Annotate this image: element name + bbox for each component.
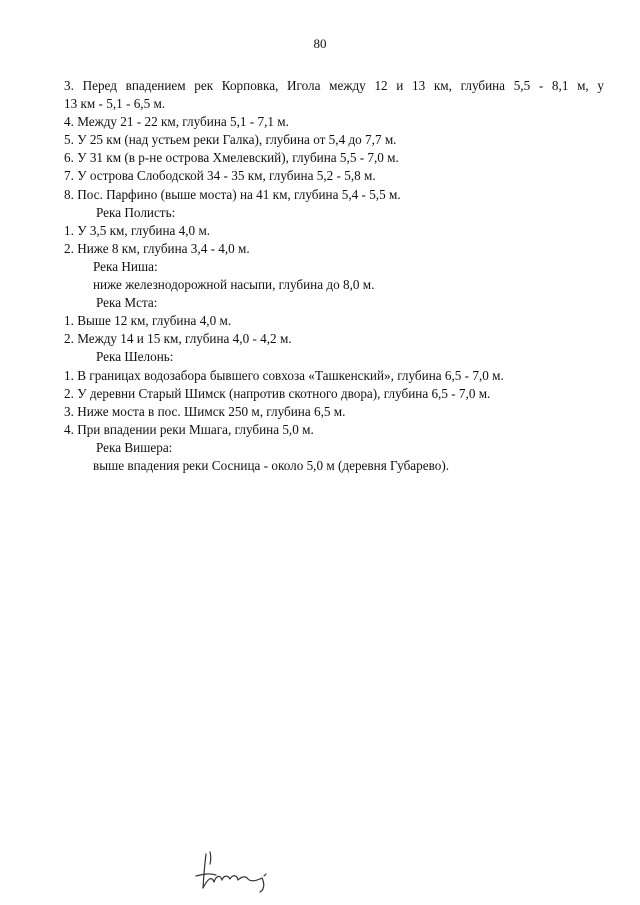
list-item: 6. У 31 км (в р-не острова Хмелевский), глубина 5,5 - 7,0 м. [64,150,399,166]
section-heading: Река Ниша: [93,258,158,274]
list-item: 1. Выше 12 км, глубина 4,0 м. [64,313,232,329]
section-heading: Река Мста: [96,295,158,311]
list-item: 2. Между 14 и 15 км, глубина 4,0 - 4,2 м. [64,331,292,347]
list-item: выше впадения реки Сосница - около 5,0 м (деревня Губарево). [93,457,450,473]
list-item: 4. Между 21 - 22 км, глубина 5,1 - 7,1 м. [64,114,289,130]
list-item: 4. При впадении реки Мшага, глубина 5,0 м. [64,421,314,437]
document-body [64,77,604,475]
list-item: 1. В границах водозабора бывшего совхоза «Ташкенский», глубина 6,5 - 7,0 м. [64,367,504,383]
list-item: 2. У деревни Старый Шимск (напротив скотного двора), глубина 6,5 - 7,0 м. [64,385,491,401]
page-number: 80 [313,36,327,51]
list-item: 3. Ниже моста в пос. Шимск 250 м, глубина 6,5 м. [64,403,346,419]
list-item: 1. У 3,5 км, глубина 4,0 м. [64,222,211,238]
list-item: 2. Ниже 8 км, глубина 3,4 - 4,0 м. [64,240,250,256]
section-heading: Река Вишера: [96,439,173,455]
signature [190,848,280,893]
list-item: ниже железнодорожной насыпи, глубина до 8,0 м. [93,277,375,293]
section-heading: Река Шелонь: [96,349,174,365]
section-heading: Река Полисть: [96,204,176,220]
list-item: 8. Пос. Парфино (выше моста) на 41 км, глубина 5,4 - 5,5 м. [64,186,401,202]
list-item: 3. Перед впадением рек Корповка, Игола между 12 и 13 км, глубина 5,5 - 8,1 м, у [64,78,604,93]
list-item: 13 км - 5,1 - 6,5 м. [64,96,166,112]
list-item: 5. У 25 км (над устьем реки Галка), глубина от 5,4 до 7,7 м. [64,132,397,148]
list-item: 7. У острова Слободской 34 - 35 км, глубина 5,2 - 5,8 м. [64,168,376,184]
